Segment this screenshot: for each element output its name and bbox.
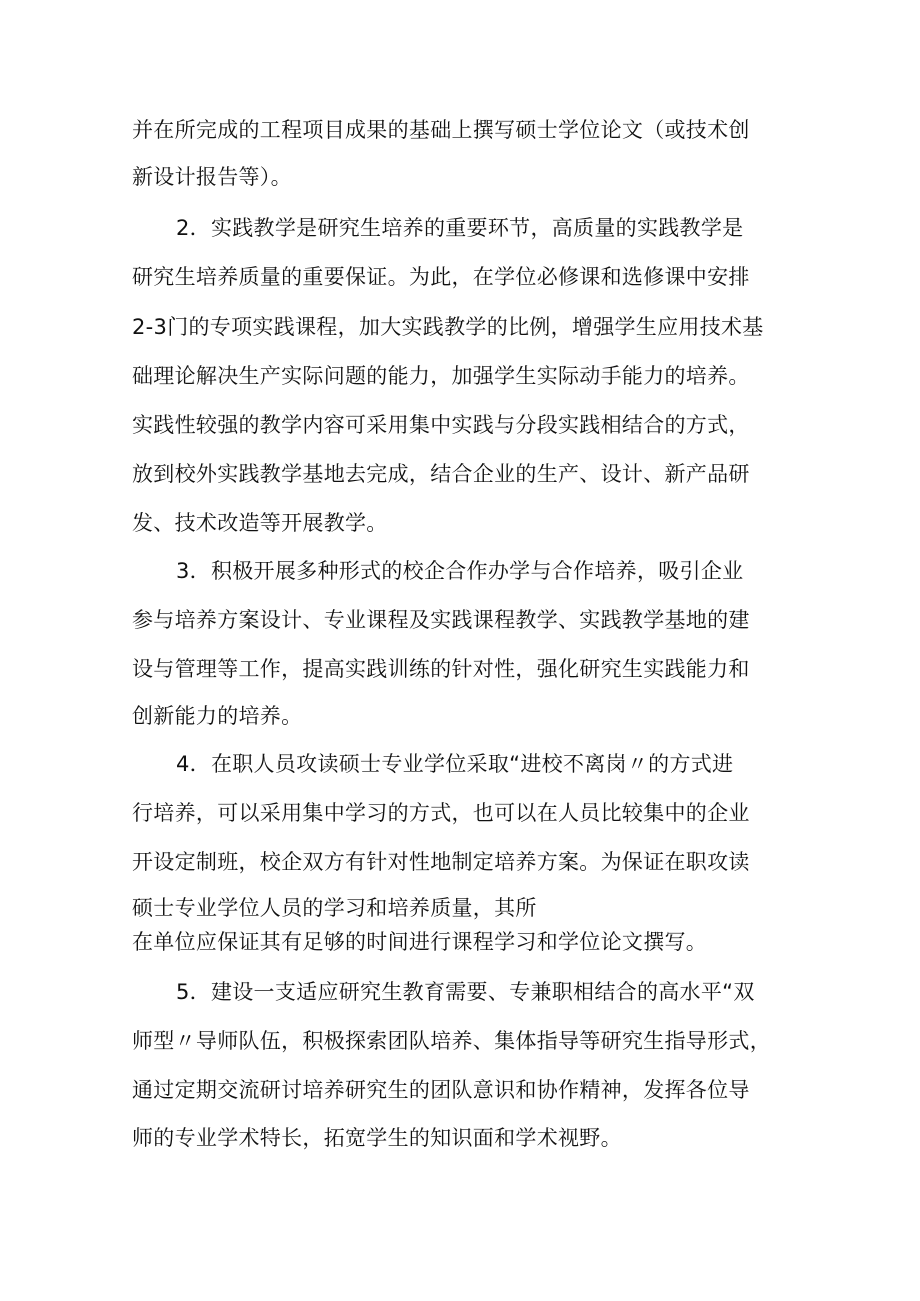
text-line: 础理论解决生产实际问题的能力，加强学生实际动手能力的培养。: [132, 364, 750, 388]
text-line: 在单位应保证其有足够的时间进行课程学习和学位论文撰写。: [132, 930, 708, 954]
text-line: 参与培养方案设计、专业课程及实践课程教学、实践教学基地的建: [132, 608, 750, 632]
text-line: 并在所完成的工程项目成果的基础上撰写硕士学位论文（或技术创: [132, 118, 750, 142]
text-line: 研究生培养质量的重要保证。为此，在学位必修课和选修课中安排: [132, 265, 750, 289]
text-line: 行培养，可以采用集中学习的方式，也可以在人员比较集中的企业: [132, 801, 750, 825]
text-line: 实践性较强的教学内容可采用集中实践与分段实践相结合的方式，: [132, 413, 750, 437]
text-line: 师型〃导师队伍，积极探索团队培养、集体指导等研究生指导形式，: [132, 1029, 771, 1053]
text-line: 通过定期交流研讨培养研究生的团队意识和协作精神，发挥各位导: [132, 1078, 750, 1102]
paragraph-3-start: 3．积极开展多种形式的校企合作办学与合作培养，吸引企业: [176, 559, 744, 583]
paragraph-4-start: 4．在职人员攻读硕士专业学位采取“进校不离岗〃的方式进: [176, 752, 734, 776]
text-line: 硕士专业学位人员的学习和培养质量，其所: [132, 896, 537, 920]
text-line: 设与管理等工作，提高实践训练的针对性，强化研究生实践能力和: [132, 657, 750, 681]
text-line: 放到校外实践教学基地去完成，结合企业的生产、设计、新产品研: [132, 462, 750, 486]
paragraph-5-start: 5．建设一支适应研究生教育需要、专兼职相结合的高水平“双: [176, 980, 755, 1004]
text-line: 发、技术改造等开展教学。: [132, 511, 388, 535]
text-line: 新设计报告等）。: [132, 165, 292, 189]
text-line: 2-3门的专项实践课程，加大实践教学的比例，增强学生应用技术基: [132, 315, 764, 339]
text-line: 创新能力的培养。: [132, 704, 303, 728]
text-line: 开设定制班，校企双方有针对性地制定培养方案。为保证在职攻读: [132, 850, 750, 874]
text-line: 师的专业学术特长，拓宽学生的知识面和学术视野。: [132, 1126, 622, 1150]
paragraph-2-start: 2．实践教学是研究生培养的重要环节，高质量的实践教学是: [176, 216, 744, 240]
